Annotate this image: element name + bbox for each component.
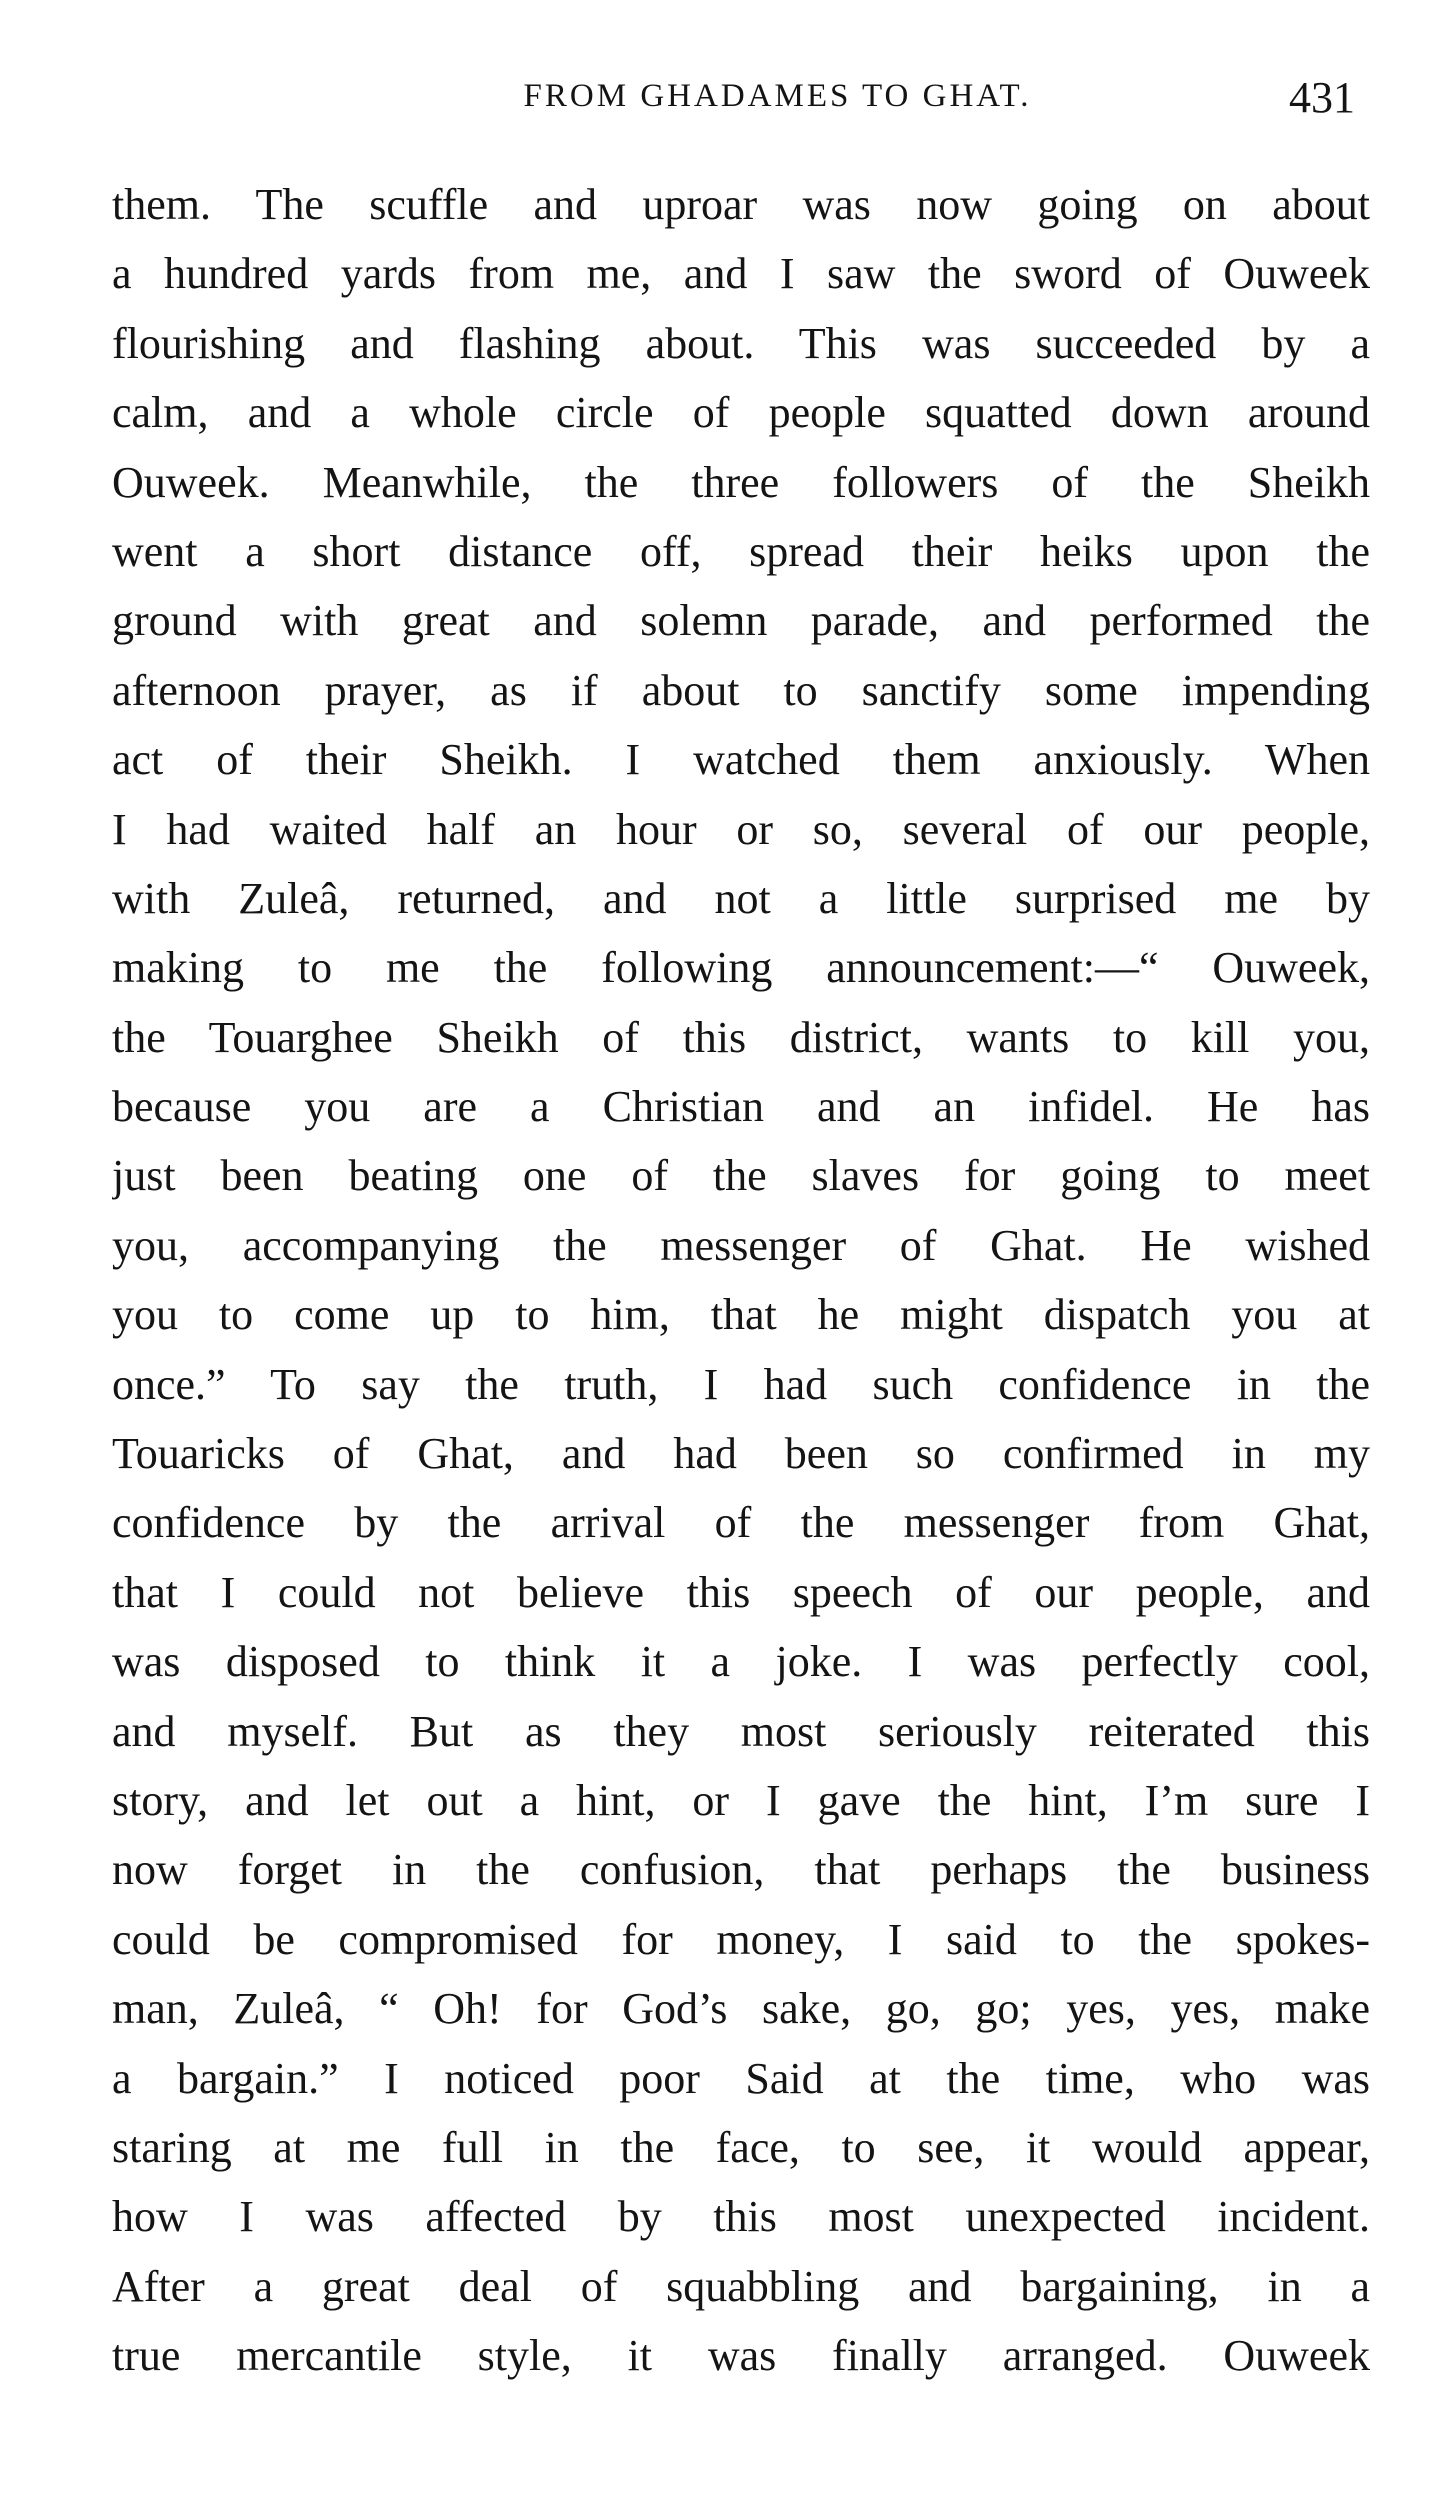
text-line: once.” To say the truth, I had such confidence in the bbox=[112, 1359, 1370, 1409]
text-line: making to me the following announcement:—“ Ouweek, bbox=[112, 943, 1370, 993]
text-line: with Zuleâ, returned, and not a little surprised me by bbox=[112, 873, 1370, 923]
text-line: Ouweek. Meanwhile, the three followers of the Sheikh bbox=[112, 457, 1370, 507]
running-head bbox=[130, 72, 1355, 132]
text-line: confidence by the arrival of the messenger from Ghat, bbox=[112, 1498, 1370, 1548]
text-line: act of their Sheikh. I watched them anxiously. When bbox=[112, 735, 1370, 785]
text-line: them. The scuffle and uproar was now going on about bbox=[112, 180, 1370, 229]
body-text bbox=[112, 170, 1370, 2391]
text-line: I had waited half an hour or so, several of our people, bbox=[112, 804, 1370, 854]
text-line: afternoon prayer, as if about to sanctify some impending bbox=[112, 665, 1370, 715]
text-line: went a short distance off, spread their heiks upon the bbox=[112, 526, 1370, 576]
text-line: you to come up to him, that he might dispatch you at bbox=[112, 1290, 1370, 1340]
running-title: FROM GHADAMES TO GHAT. bbox=[523, 78, 1032, 114]
text-line: a bargain.” I noticed poor Said at the time, who was bbox=[112, 2053, 1370, 2103]
text-line: the Touarghee Sheikh of this district, wants to kill you, bbox=[112, 1012, 1370, 1062]
text-line: just been beating one of the slaves for going to meet bbox=[112, 1151, 1370, 1201]
text-line: how I was affected by this most unexpected incident. bbox=[112, 2192, 1370, 2242]
text-line: true mercantile style, it was finally arranged. Ouweek bbox=[112, 2331, 1370, 2381]
text-line: that I could not believe this speech of our people, and bbox=[112, 1567, 1370, 1617]
text-line: flourishing and flashing about. This was succeeded by a bbox=[112, 318, 1370, 368]
text-line: was disposed to think it a joke. I was perfectly cool, bbox=[112, 1637, 1370, 1687]
text-line: After a great deal of squabbling and bargaining, in a bbox=[112, 2261, 1370, 2311]
text-line: could be compromised for money, I said to the spokes- bbox=[112, 1914, 1370, 1964]
text-line: now forget in the confusion, that perhaps the business bbox=[112, 1845, 1370, 1895]
text-line: calm, and a whole circle of people squatted down around bbox=[112, 388, 1370, 438]
text-line: and myself. But as they most seriously reiterated this bbox=[112, 1706, 1370, 1756]
text-line: Touaricks of Ghat, and had been so confirmed in my bbox=[112, 1429, 1370, 1479]
text-line: staring at me full in the face, to see, it would appear, bbox=[112, 2122, 1370, 2172]
text-line: man, Zuleâ, “ Oh! for God’s sake, go, go; yes, yes, make bbox=[112, 1984, 1370, 2034]
text-line: a hundred yards from me, and I saw the sword of Ouweek bbox=[112, 249, 1370, 299]
text-line: you, accompanying the messenger of Ghat. He wished bbox=[112, 1220, 1370, 1270]
page-number: 431 bbox=[1289, 73, 1355, 122]
text-line: ground with great and solemn parade, and performed the bbox=[112, 596, 1370, 646]
text-line: because you are a Christian and an infidel. He has bbox=[112, 1082, 1370, 1132]
text-line: story, and let out a hint, or I gave the hint, I’m sure I bbox=[112, 1775, 1370, 1825]
